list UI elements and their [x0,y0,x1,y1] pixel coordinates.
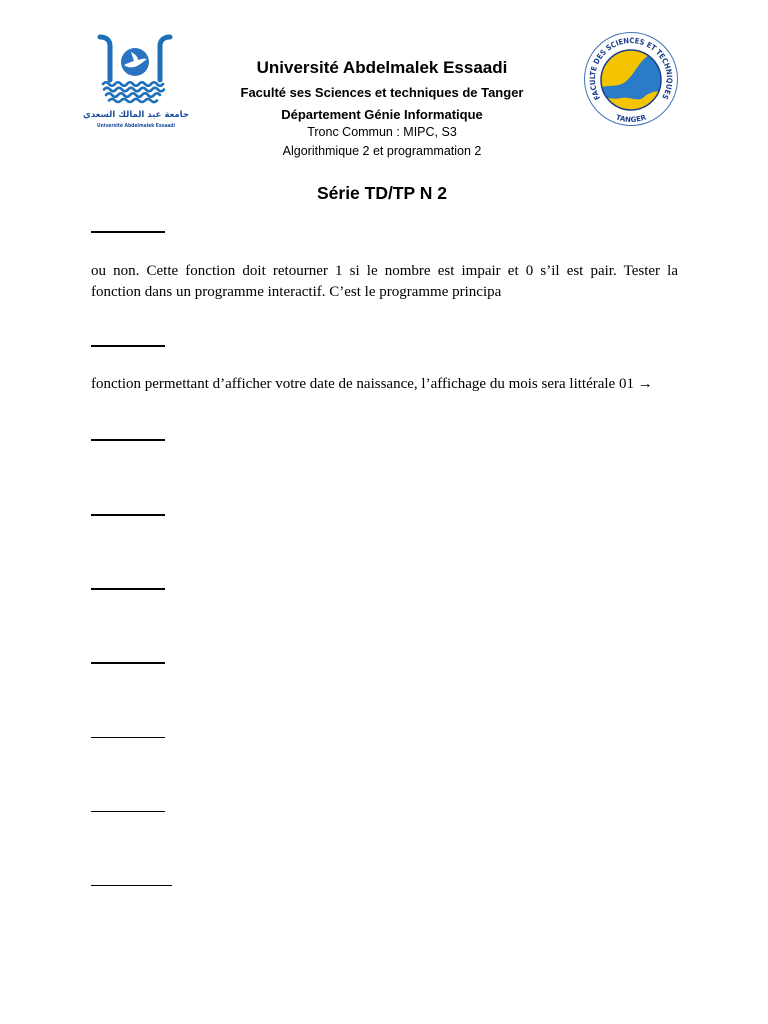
department-name: Département Génie Informatique [281,107,483,122]
series-title: Série TD/TP N 2 [316,183,447,203]
exercise-heading-underline [91,737,165,738]
seal-ring-text: FACULTE DES SCIENCES ET TECHNIQUES [587,35,675,102]
dove-emblem-icon [121,48,149,76]
exercise-heading-underline [91,885,172,886]
exercise-text-line: fonction dans un programme interactif. C’est le programme principa [91,283,502,300]
logo-waves [103,82,164,102]
logo-right-pillar [160,37,170,80]
university-logo [83,33,193,131]
exercise-heading-underline [91,588,165,590]
seal-bottom-text: TANGER [614,113,648,125]
exercise-heading-underline [91,811,165,812]
faculty-seal-logo [583,30,679,128]
course-name: Algorithmique 2 et programmation 2 [282,143,482,158]
program-name: Tronc Commun : MIPC, S3 [307,124,457,139]
exercise-text-line: fonction permettant d’afficher votre date de naissance, l’affichage du mois sera littérale 01 → [91,375,653,392]
exercise-heading-underline [91,514,165,516]
exercise-heading-underline [91,662,165,664]
logo-latin-name: Université Abdelmalek Essaadi [97,123,193,129]
exercise-heading-underline [91,231,165,233]
university-name: Université Abdelmalek Essaadi [256,58,508,77]
exercise-text-line: ou non. Cette fonction doit retourner 1 si le nombre est impair et 0 s’il est pair. Tester la [91,262,678,279]
faculty-name: Faculté ses Sciences et techniques de Tanger [240,85,524,100]
logo-left-pillar [100,37,110,80]
exercise-heading-underline [91,345,165,347]
exercise-heading-underline [91,439,165,441]
logo-arabic-name: جامعة عبد المالك السعدي [83,110,189,120]
